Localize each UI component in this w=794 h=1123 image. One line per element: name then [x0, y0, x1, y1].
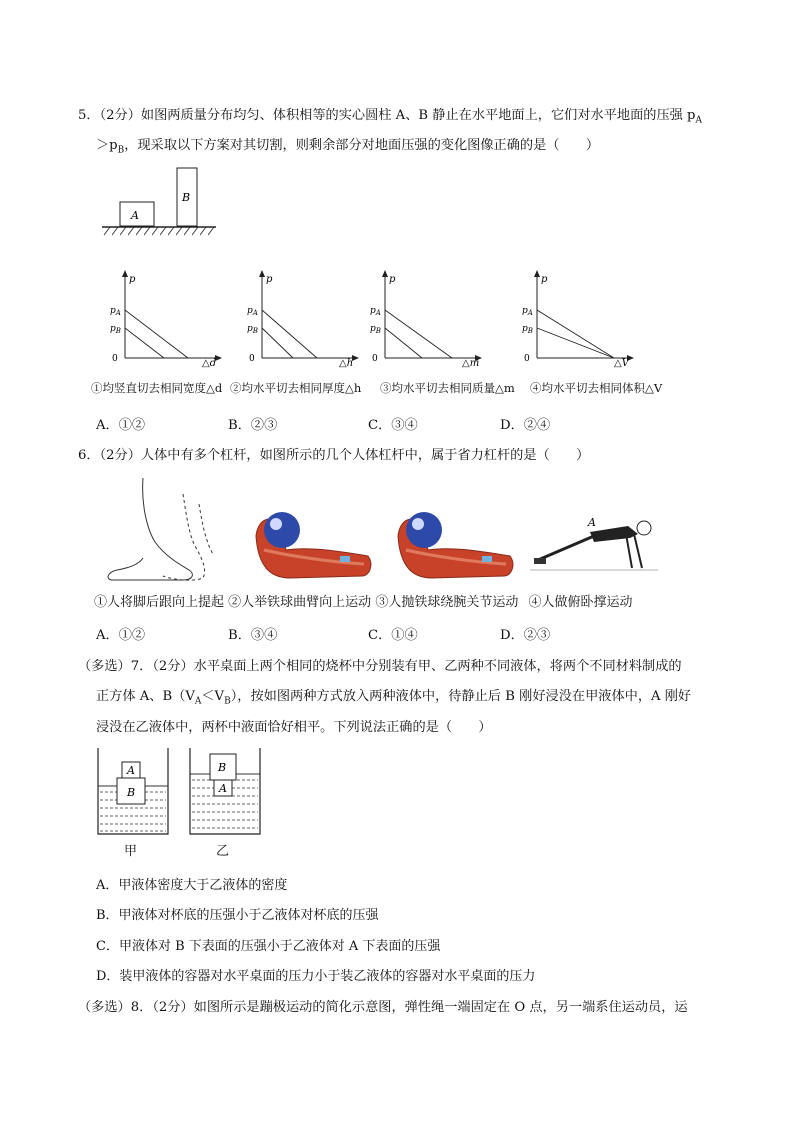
- cylinder-a-label: A: [131, 209, 139, 222]
- svg-text:pB: $p_B$: [370, 324, 381, 335]
- q5-option-a[interactable]: A．①②: [96, 418, 146, 433]
- q6-option-b[interactable]: B．③④: [228, 628, 278, 643]
- svg-text:△V: △V: [614, 358, 629, 368]
- svg-text:△d: △d: [202, 358, 217, 368]
- svg-text:p: p: [541, 274, 548, 285]
- q6-option-a[interactable]: A．①②: [96, 628, 146, 643]
- svg-text:p: p: [266, 274, 273, 285]
- svg-text:pA: $p_A$: [247, 306, 258, 317]
- q7-beaker-right: [186, 748, 266, 840]
- q6-caption-1: ①人将脚后跟向上提起: [94, 595, 225, 610]
- svg-text:△m: △m: [462, 358, 480, 368]
- beaker-right-block-b: B: [218, 761, 227, 774]
- q7-option-d[interactable]: D．装甲液体的容器对水平桌面的压力小于装乙液体的容器对水平桌面的压力: [96, 969, 536, 984]
- svg-text:pB: $p_B$: [247, 324, 258, 335]
- q5-option-c[interactable]: C．③④: [368, 418, 418, 433]
- q5-cylinders-figure: [100, 165, 220, 240]
- q5-stem-line1: 5．（2分）如图两质量分布均匀、体积相等的实心圆柱 A、B 静止在水平地面上，它们对水平地面的压强 $p_A$: [78, 108, 702, 126]
- svg-text:pA: $p_A$: [522, 306, 533, 317]
- q7-option-a[interactable]: A．甲液体密度大于乙液体的密度: [96, 878, 288, 893]
- q7-option-b[interactable]: B．甲液体对杯底的压强小于乙液体对杯底的压强: [96, 908, 379, 923]
- q6-pushup-figure: [530, 508, 660, 586]
- q5-graph-1-caption: ①均竖直切去相同宽度△d: [91, 381, 223, 395]
- q5-graph-3: [360, 268, 490, 368]
- svg-text:p: p: [129, 274, 136, 285]
- beaker-left-block-b: B: [127, 786, 136, 799]
- q7-stem-line3: 浸没在乙液体中，两杯中液面恰好相平。下列说法正确的是（ ）: [96, 720, 492, 735]
- q6-captions: [94, 591, 632, 610]
- q5-options: [96, 414, 550, 433]
- q5-stem-line2: $>p_B$，现采取以下方案对其切割，则剩余部分对地面压强的变化图像正确的是（ ）: [96, 138, 600, 156]
- q6-options: [96, 624, 550, 643]
- svg-text:p: p: [389, 274, 396, 285]
- q6-caption-4: ④人做俯卧撑运动: [528, 595, 633, 610]
- q7-stem-line2: 正方体 A、$B(V_A<V_B)$，按如图两种方式放入两种液体中，待静止后 B 刚好浸没在甲液体中，A 刚好: [96, 689, 692, 707]
- q6-arm-figure-2: [392, 506, 520, 584]
- svg-text:0: 0: [249, 354, 255, 364]
- q6-stem: 6．（2分）人体中有多个杠杆，如图所示的几个人体杠杆中，属于省力杠杆的是（ ）: [78, 448, 590, 463]
- svg-text:pA: $p_A$: [370, 306, 381, 317]
- q7-beaker-left: [94, 748, 174, 840]
- svg-text:pB: $p_B$: [110, 324, 121, 335]
- q6-caption-2: ②人举铁球曲臂向上运动: [228, 595, 372, 610]
- q5-option-b[interactable]: B．②③: [228, 418, 278, 433]
- q7-option-c[interactable]: C．甲液体对 B 下表面的压强小于乙液体对 A 下表面的压强: [96, 939, 441, 954]
- q5-graph-3-caption: ③均水平切去相同质量△m: [380, 381, 515, 395]
- q5-graph-4-caption: ④均水平切去相同体积△V: [530, 381, 663, 395]
- beaker-right-block-a: A: [219, 782, 227, 795]
- svg-text:0: 0: [524, 354, 530, 364]
- cylinder-b-label: B: [182, 191, 191, 204]
- q6-foot-figure: [103, 474, 223, 584]
- q5-graph-2-caption: ②均水平切去相同厚度△h: [230, 381, 362, 395]
- q5-option-d[interactable]: D．②④: [500, 418, 551, 433]
- svg-text:pB: $p_B$: [522, 324, 533, 335]
- q6-arm-figure-1: [250, 506, 378, 584]
- q6-caption-3: ③人抛铁球绕腕关节运动: [375, 595, 519, 610]
- pushup-point-a: A: [588, 516, 596, 529]
- svg-text:0: 0: [372, 354, 378, 364]
- q5-graph-4: [512, 268, 642, 368]
- svg-text:pA: $p_A$: [110, 306, 121, 317]
- beaker-left-block-a: A: [127, 764, 135, 777]
- q5-graph-2: [237, 268, 367, 368]
- q7-stem-line1: （多选）7．（2分）水平桌面上两个相同的烧杯中分别装有甲、乙两种不同液体，将两个不同材料制成的: [78, 659, 682, 674]
- q8-stem: （多选）8．（2分）如图所示是蹦极运动的简化示意图，弹性绳一端固定在 O 点，另一端系住运动员，运: [78, 1000, 688, 1015]
- beaker-right-label: 乙: [216, 844, 230, 859]
- svg-text:△h: △h: [339, 358, 354, 368]
- q6-option-d[interactable]: D．②③: [500, 628, 551, 643]
- q6-option-c[interactable]: C．①④: [368, 628, 418, 643]
- beaker-left-label: 甲: [124, 844, 138, 859]
- q5-graph-1: [100, 268, 230, 368]
- svg-text:0: 0: [112, 354, 118, 364]
